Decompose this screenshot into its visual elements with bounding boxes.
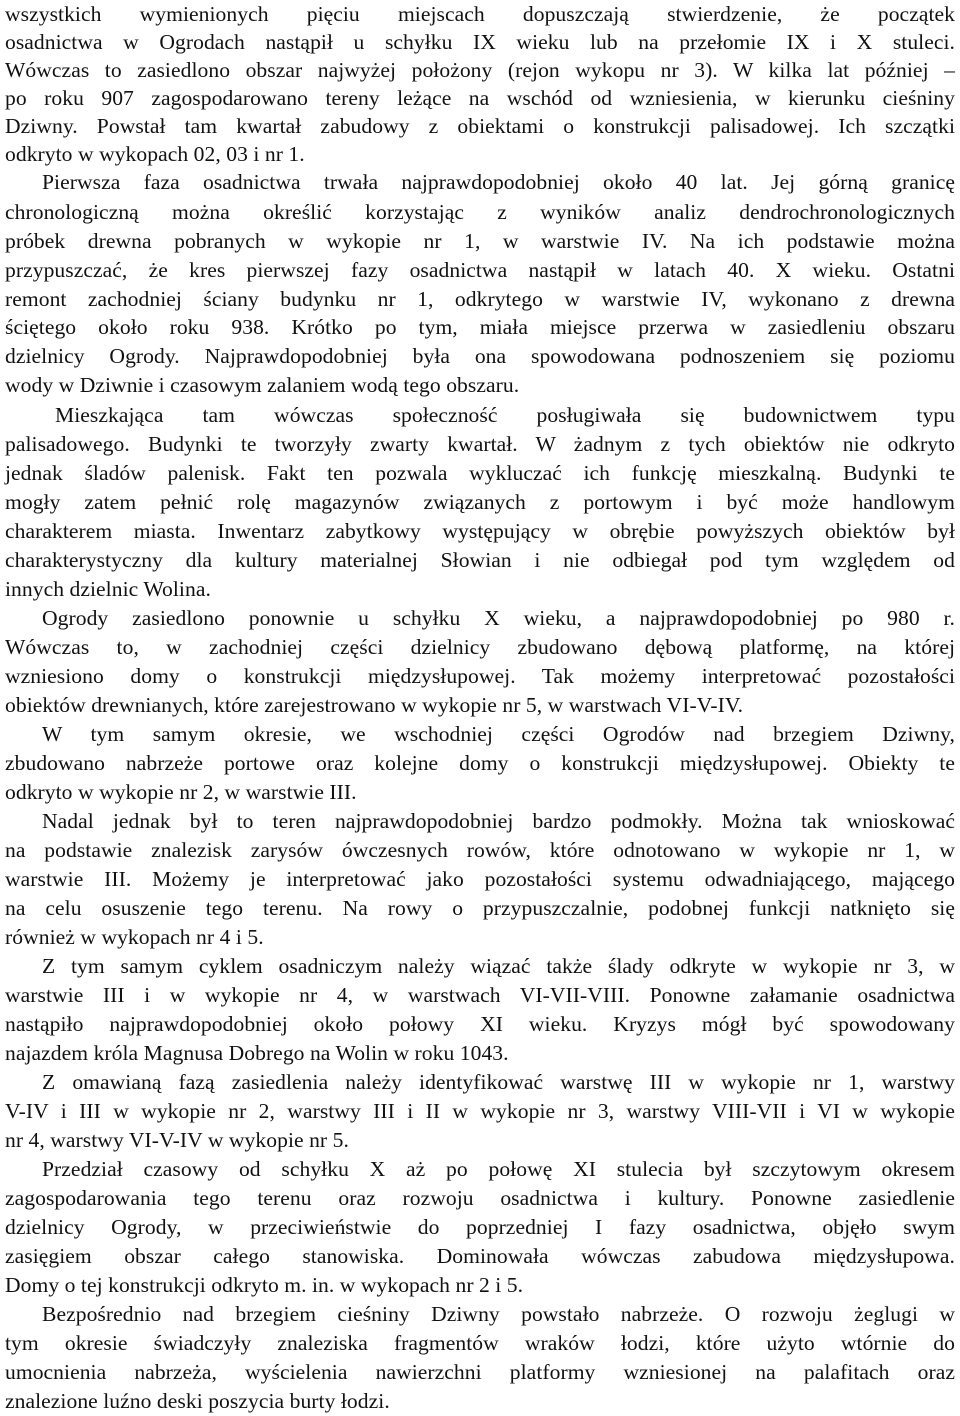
text-line: Domy o tej konstrukcji odkryto m. in. w wykopach nr 2 i 5. (5, 1273, 524, 1297)
text-line: Nadal jednak był to teren najprawdopodobniej bardzo podmokły. Można tak wnioskować (42, 809, 955, 833)
text-line: remont zachodniej ściany budynku nr 1, odkrytego w warstwie IV, wykonano z drewna (5, 287, 955, 311)
text-line: dzielnicy Ogrody. Najprawdopodobniej była ona spowodowana podnoszeniem się poziomu (5, 344, 955, 368)
text-line: odkryto w wykopach 02, 03 i nr 1. (5, 142, 305, 166)
text-line: V-IV i III w wykopie nr 2, warstwy III i II w wykopie nr 3, warstwy VIII-VII i VI w wykopie (5, 1099, 955, 1123)
text-line: zbudowano nabrzeże portowe oraz kolejne domy o konstrukcji międzysłupowej. Obiekty te (5, 751, 955, 775)
text-line: odkryto w wykopie nr 2, w warstwie III. (5, 780, 357, 804)
text-line: przypuszczać, że kres pierwszej fazy osadnictwa nastąpił w latach 40. X wieku. Ostatni (5, 258, 955, 282)
text-line: dzielnicy Ogrody, w przeciwieństwie do poprzedniej I fazy osadnictwa, objęło swym (5, 1215, 955, 1239)
text-line: chronologiczną można określić korzystając z wyników analiz dendrochronologicznych (5, 200, 955, 224)
text-line: nr 4, warstwy VI-V-IV w wykopie nr 5. (5, 1128, 349, 1152)
text-line: Z omawianą fazą zasiedlenia należy identyfikować warstwę III w wykopie nr 1, warstwy (42, 1070, 955, 1094)
text-line: Z tym samym cyklem osadniczym należy wiązać także ślady odkryte w wykopie nr 3, w (42, 954, 955, 978)
text-line: nastąpiło najprawdopodobniej około połowy XI wieku. Kryzys mógł być spowodowany (5, 1012, 955, 1036)
text-line: na podstawie znalezisk zarysów ówczesnych rowów, które odnotowano w wykopie nr 1, w (5, 838, 955, 862)
text-line: jednak śladów palenisk. Fakt ten pozwala wykluczać ich funkcję mieszkalną. Budynki te (5, 461, 955, 485)
text-line: zagospodarowania tego terenu oraz rozwoju osadnictwa i kultury. Ponowne zasiedlenie (5, 1186, 955, 1210)
text-line: charakterystyczny dla kultury materialnej Słowian i nie odbiegał pod tym względem od (5, 548, 955, 572)
text-line: Wówczas to zasiedlono obszar najwyżej położony (rejon wykopu nr 3). W kilka lat później – (5, 58, 955, 82)
text-line: warstwie III. Możemy je interpretować jako pozostałości systemu odwadniającego, mającego (5, 867, 955, 891)
text-line: osadnictwa w Ogrodach nastąpił u schyłku IX wieku lub na przełomie IX i X stuleci. (5, 30, 955, 54)
text-line: Bezpośrednio nad brzegiem cieśniny Dziwny powstało nabrzeże. O rozwoju żeglugi w (42, 1302, 955, 1326)
text-line: próbek drewna pobranych w wykopie nr 1, w warstwie IV. Na ich podstawie można (5, 229, 955, 253)
text-line: ściętego około roku 938. Krótko po tym, miała miejsce przerwa w zasiedleniu obszaru (5, 315, 955, 339)
text-line: najazdem króla Magnusa Dobrego na Wolin w roku 1043. (5, 1041, 509, 1065)
text-line: zasięgiem obszar całego stanowiska. Dominowała wówczas zabudowa międzysłupowa. (5, 1244, 955, 1268)
text-line: Dziwny. Powstał tam kwartał zabudowy z obiektami o konstrukcji palisadowej. Ich szczątki (5, 114, 955, 138)
text-line: wszystkich wymienionych pięciu miejscach dopuszczają stwierdzenie, że początek (5, 2, 955, 26)
text-line: W tym samym okresie, we wschodniej części Ogrodów nad brzegiem Dziwny, (42, 722, 955, 746)
text-line: mogły zatem pełnić rolę magazynów związanych z portowym i być może handlowym (5, 490, 955, 514)
text-line: również w wykopach nr 4 i 5. (5, 925, 264, 949)
text-line: Wówczas to, w zachodniej części dzielnicy zbudowano dębową platformę, na której (5, 635, 955, 659)
text-line: umocnienia nabrzeża, wyścielenia nawierzchni platformy wzniesionej na palafitach oraz (5, 1360, 955, 1384)
text-line: charakterem miasta. Inwentarz zabytkowy występujący w obrębie powyższych obiektów był (5, 519, 955, 543)
text-line: Przedział czasowy od schyłku X aż po połowę XI stulecia był szczytowym okresem (42, 1157, 955, 1181)
text-line: palisadowego. Budynki te tworzyły zwarty kwartał. W żadnym z tych obiektów nie odkryto (5, 432, 955, 456)
text-line: wzniesiono domy o konstrukcji międzysłupowej. Tak możemy interpretować pozostałości (5, 664, 955, 688)
text-line: tym okresie świadczyły znaleziska fragmentów wraków łodzi, które użyto wtórnie do (5, 1331, 955, 1355)
text-line: wody w Dziwnie i czasowym zalaniem wodą tego obszaru. (5, 373, 520, 397)
text-line: Pierwsza faza osadnictwa trwała najprawdopodobniej około 40 lat. Jej górną granicę (42, 170, 955, 194)
text-line: po roku 907 zagospodarowano tereny leżące na wschód od wzniesienia, w kierunku cieśniny (5, 86, 955, 110)
text-line: znalezione luźno deski poszycia burty łodzi. (5, 1389, 390, 1413)
text-line: warstwie III i w wykopie nr 4, w warstwach VI-VII-VIII. Ponowne załamanie osadnictwa (5, 983, 955, 1007)
text-line: Mieszkająca tam wówczas społeczność posługiwała się budownictwem typu (55, 403, 955, 427)
text-line: na celu osuszenie tego terenu. Na rowy o przypuszczalnie, podobnej funkcji natknięto się (5, 896, 955, 920)
text-line: innych dzielnic Wolina. (5, 577, 211, 601)
text-line: Ogrody zasiedlono ponownie u schyłku X wieku, a najprawdopodobniej po 980 r. (42, 606, 955, 630)
text-line: obiektów drewnianych, które zarejestrowano w wykopie nr 5, w warstwach VI-V-IV. (5, 693, 744, 717)
